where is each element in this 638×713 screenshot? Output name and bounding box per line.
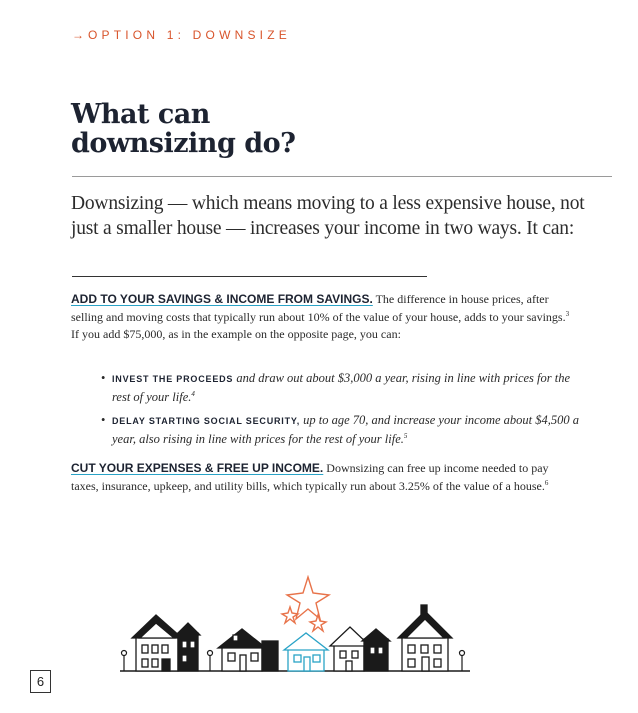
expenses-lead-in: CUT YOUR EXPENSES & FREE UP INCOME.: [71, 461, 324, 475]
page-title: [71, 100, 295, 158]
house-icon: [398, 605, 452, 671]
bullet-caps: INVEST THE PROCEEDS: [112, 374, 234, 384]
bullet-text: up to age 70, and increase your income about $4,500 a year, also rising in line with prices for the rest of your life.: [112, 413, 580, 446]
savings-paragraph: [71, 291, 571, 344]
kicker-text: OPTION 1: DOWNSIZE: [88, 28, 291, 42]
section-kicker: [72, 28, 291, 42]
footnote-ref-6: 6: [544, 478, 549, 487]
house-icon: [218, 629, 278, 671]
top-divider: [72, 176, 612, 177]
lamp-post-icon: [122, 651, 127, 672]
house-icon: [330, 627, 390, 671]
options-list: [101, 370, 581, 454]
bullet-text: and draw out about $3,000 a year, rising in line with prices for the rest of your life.: [112, 371, 571, 404]
star-icon: [282, 577, 329, 631]
bullet-caps: DELAY STARTING SOCIAL SECURITY,: [112, 416, 300, 426]
lede-divider: [72, 276, 427, 277]
bullet-icon: •: [101, 413, 106, 427]
list-item: [101, 412, 581, 448]
list-item: [101, 370, 581, 406]
savings-lead-in: ADD TO YOUR SAVINGS & INCOME FROM SAVINGS.: [71, 292, 373, 306]
expenses-paragraph: [71, 460, 571, 495]
lede-paragraph: Downsizing — which means moving to a less expensive house, not just a smaller house — increases your income in two ways. It can:: [71, 193, 585, 239]
bullet-icon: •: [101, 371, 106, 385]
arrow-right-icon: →: [72, 28, 84, 42]
house-icon: [284, 633, 328, 671]
page-number: 6: [30, 670, 51, 693]
savings-text-b: If you add $75,000, as in the example on the opposite page, you can:: [71, 327, 401, 341]
footnote-ref-4: 4: [191, 389, 195, 398]
house-icon: [132, 615, 200, 671]
title-line-1: What can: [71, 99, 210, 130]
footnote-ref-3: 3: [565, 309, 570, 318]
title-line-2: downsizing do?: [71, 128, 296, 159]
savings-text-a: The difference in house prices, after selling and moving costs that typically run about 10% of the value of your house, adds to your savings.: [71, 292, 566, 324]
houses-street-illustration: [118, 575, 478, 675]
expenses-text: Downsizing can free up income needed to pay taxes, insurance, upkeep, and utility bills, which typically run about 3.25% of the value of a house.: [71, 461, 549, 493]
footnote-ref-5: 5: [403, 431, 408, 440]
